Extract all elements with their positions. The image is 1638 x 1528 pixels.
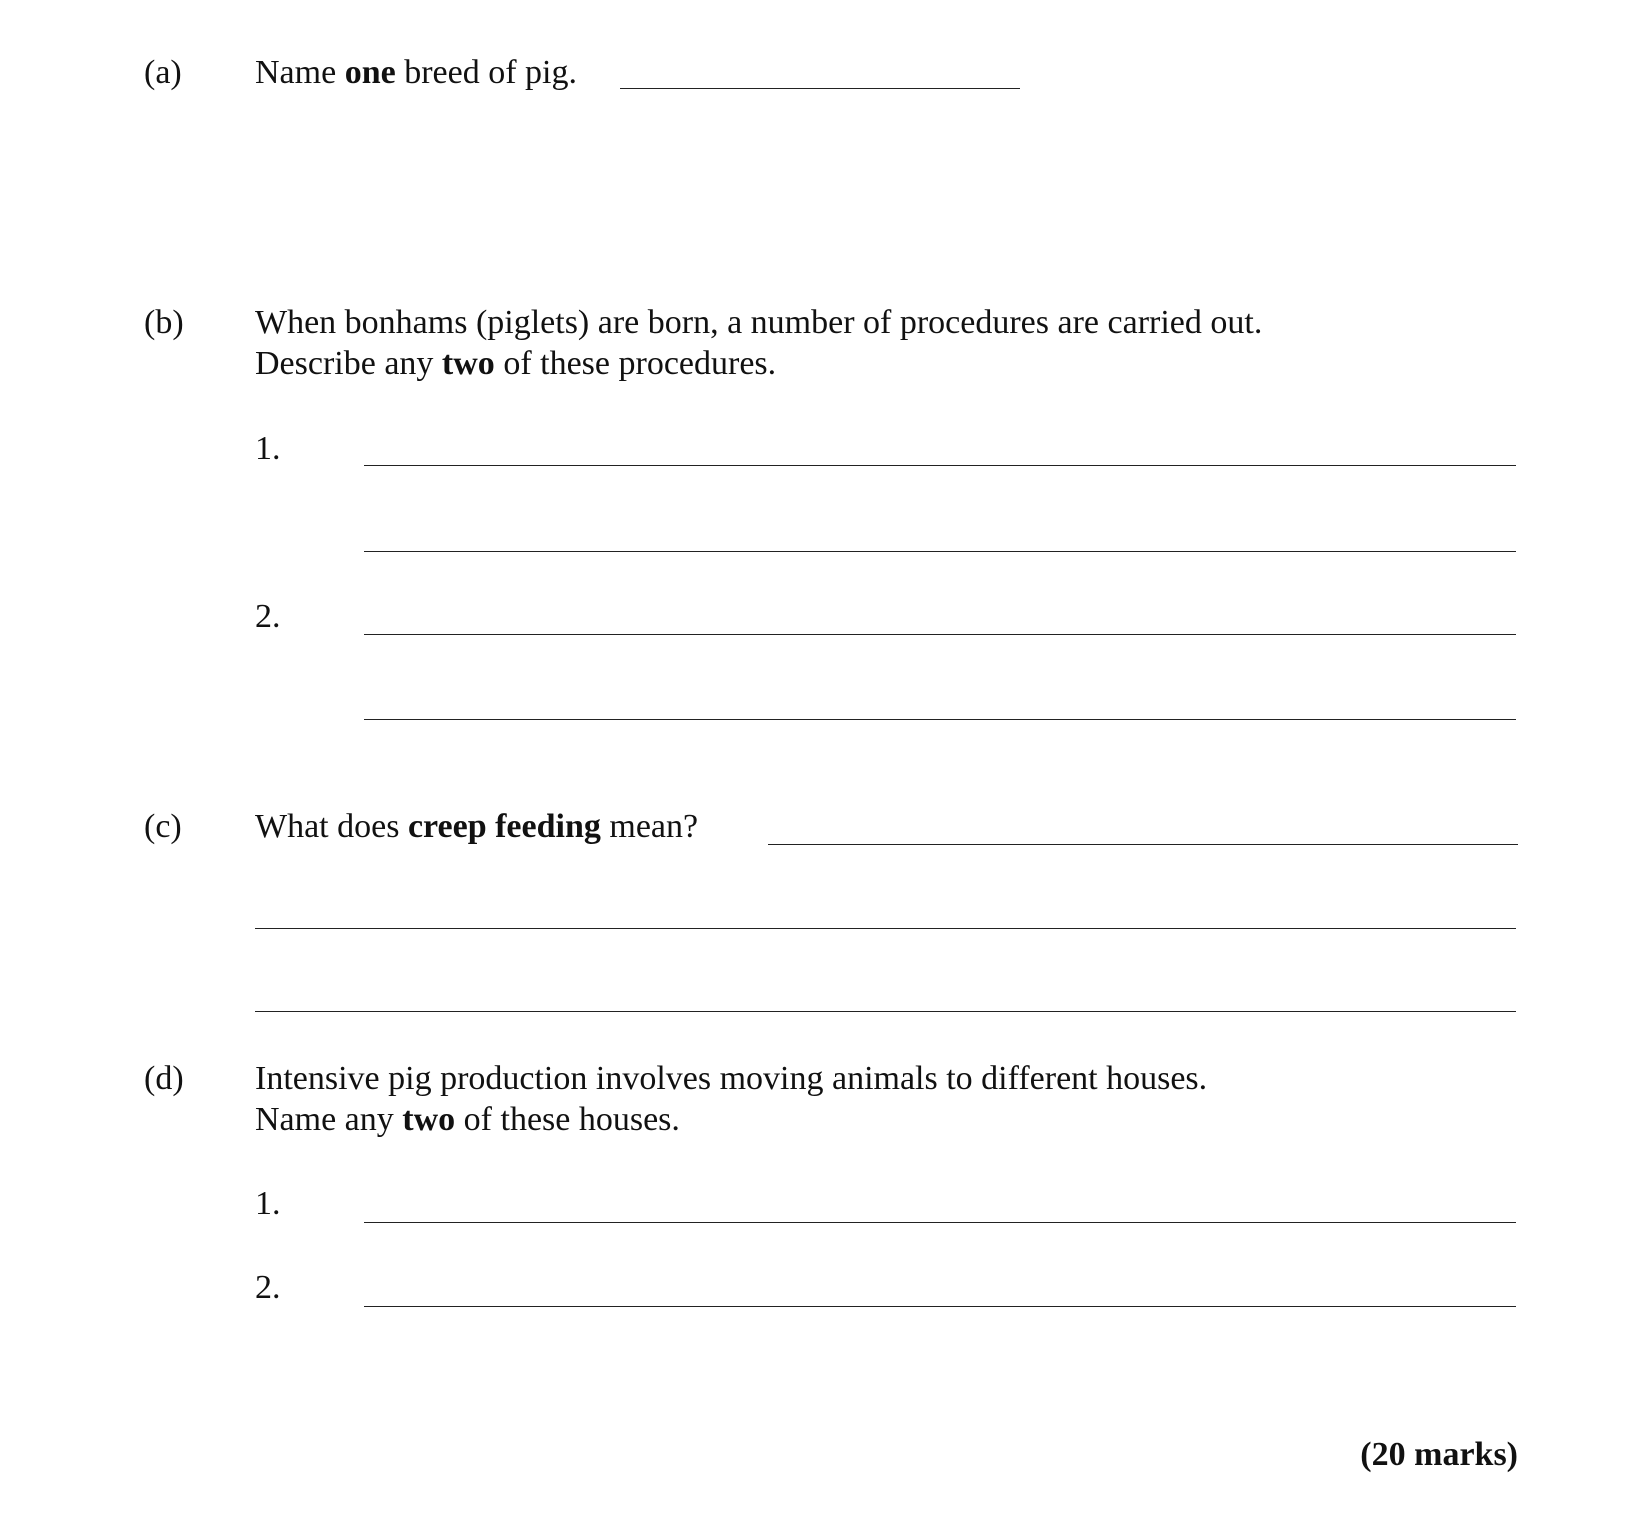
- part-b-item-1-number: 1.: [255, 430, 281, 467]
- part-a-question-post: breed of pig.: [395, 54, 577, 91]
- part-d-label: (d): [144, 1060, 184, 1097]
- part-c-answer-line-3[interactable]: [255, 1011, 1516, 1012]
- part-a-answer-line[interactable]: [620, 88, 1020, 89]
- part-c-question-bold: creep feeding: [407, 808, 601, 845]
- part-d-item-2-number: 2.: [255, 1269, 281, 1306]
- part-d-question-line1: Intensive pig production involves moving animals to different houses.: [255, 1060, 1208, 1097]
- part-b-answer-1-line-2[interactable]: [364, 551, 1516, 552]
- part-b-line2-pre: Describe any: [255, 345, 442, 382]
- part-c-question: [255, 810, 698, 844]
- part-b-item-2-number: 2.: [255, 598, 281, 635]
- part-d-answer-2-line[interactable]: [364, 1306, 1516, 1307]
- part-b-line2-post: of these procedures.: [494, 345, 777, 382]
- part-d-line2-pre: Name any: [255, 1101, 403, 1138]
- part-d-line2-post: of these houses.: [455, 1101, 680, 1138]
- part-c-answer-line-1[interactable]: [768, 844, 1518, 845]
- part-d-question-line2: [255, 1103, 680, 1137]
- part-a-label: (a): [144, 54, 182, 91]
- part-d-line2-bold: two: [402, 1101, 456, 1138]
- part-c-label: (c): [144, 808, 182, 845]
- part-b-label: (b): [144, 304, 184, 341]
- part-b-line2-bold: two: [441, 345, 495, 382]
- part-a-question-bold: one: [344, 54, 396, 91]
- part-b-question-line1: When bonhams (piglets) are born, a number of procedures are carried out.: [255, 304, 1263, 341]
- part-d-answer-1-line[interactable]: [364, 1222, 1516, 1223]
- part-a-question-pre: Name: [255, 54, 345, 91]
- part-b-answer-2-line-1[interactable]: [364, 634, 1516, 635]
- part-d-item-1-number: 1.: [255, 1185, 281, 1222]
- total-marks: (20 marks): [1360, 1436, 1518, 1473]
- part-c-question-post: mean?: [600, 808, 699, 845]
- part-b-answer-2-line-2[interactable]: [364, 719, 1516, 720]
- part-c-question-pre: What does: [255, 808, 408, 845]
- part-c-answer-line-2[interactable]: [255, 928, 1516, 929]
- part-b-answer-1-line-1[interactable]: [364, 465, 1516, 466]
- part-a-question: [255, 56, 577, 90]
- part-b-question-line2: [255, 347, 776, 381]
